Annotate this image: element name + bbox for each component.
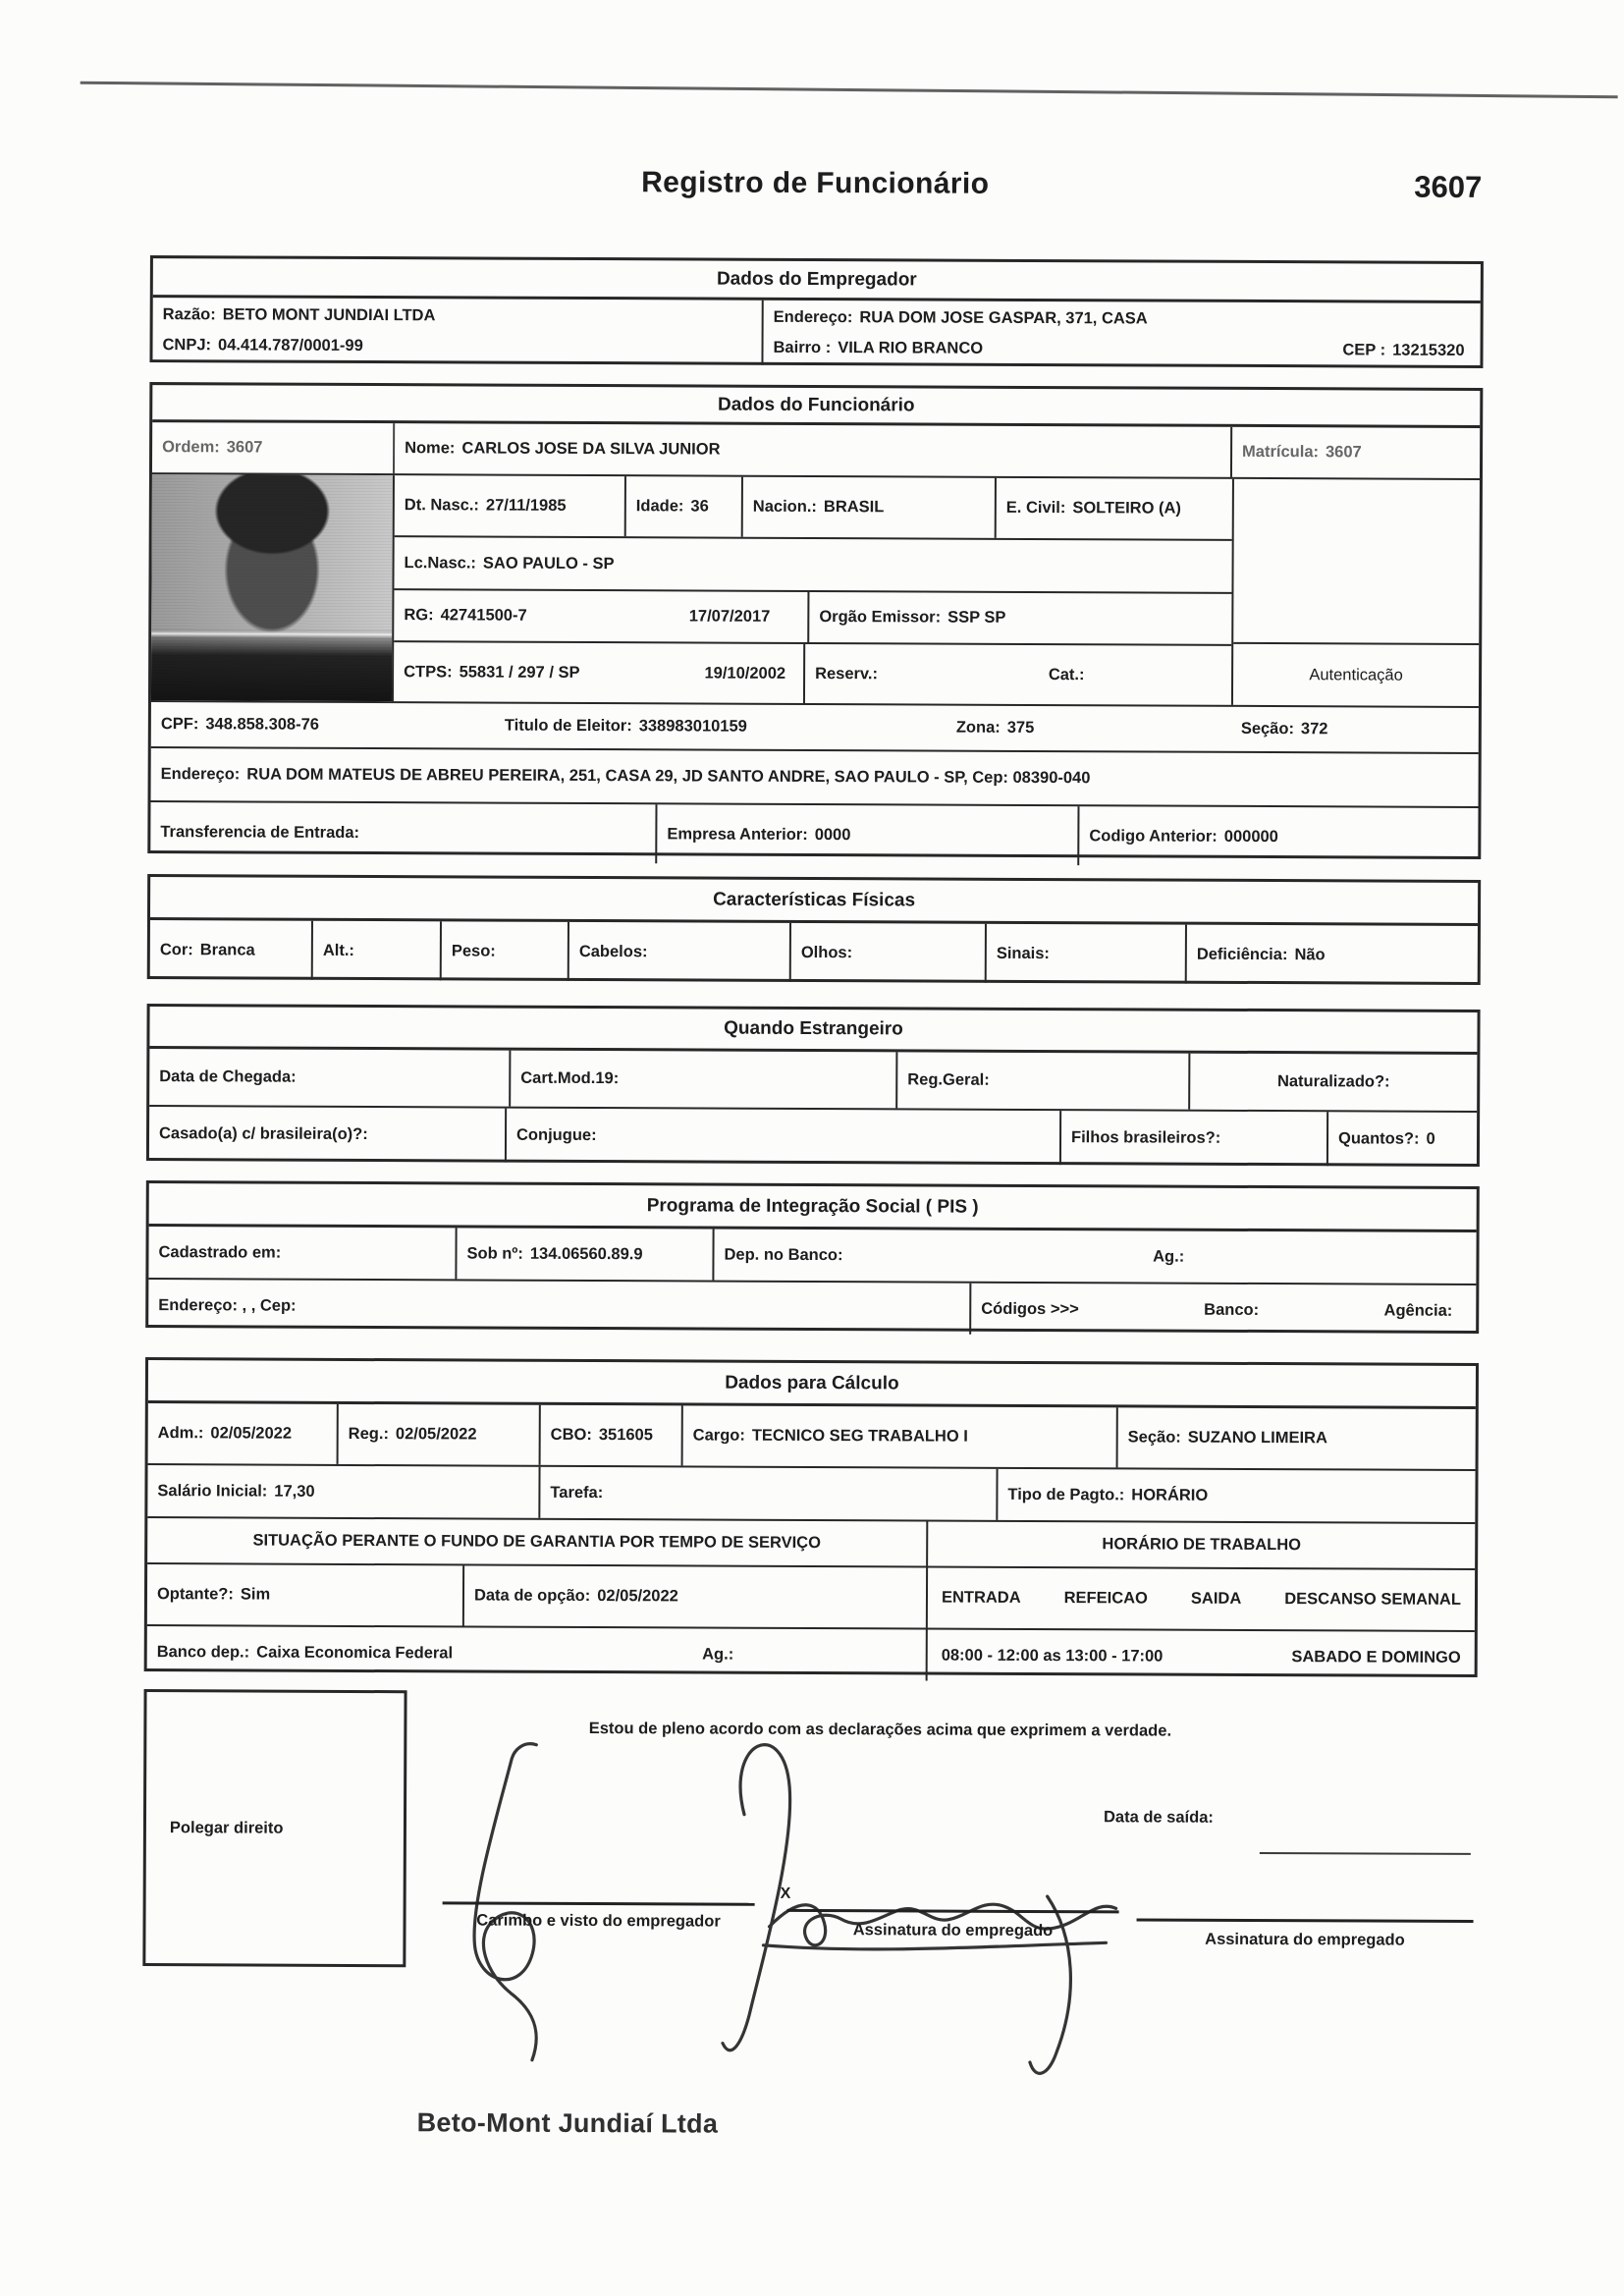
endereco-label: Endereço: — [773, 307, 853, 327]
field-secao-trabalho: Seção: SUZANO LIMEIRA — [1127, 1428, 1327, 1448]
pis-ag-label: Ag.: — [1153, 1247, 1185, 1266]
employee-signature-label-right: Assinatura do empregado — [1205, 1930, 1405, 1949]
x-mark: X — [780, 1885, 791, 1902]
section-empregador-header: Dados do Empregador — [153, 258, 1481, 303]
section-estrangeiro — [146, 1004, 1481, 1167]
col-entrada: ENTRADA — [941, 1588, 1021, 1607]
razao-label: Razão: — [162, 305, 216, 324]
field-codigo-anterior: Codigo Anterior: 000000 — [1089, 826, 1278, 846]
field-data-opcao: Data de opção: 02/05/2022 — [464, 1565, 928, 1627]
handwritten-signatures — [417, 1697, 1205, 2093]
field-cadastrado-em: Cadastrado em: — [148, 1227, 457, 1279]
field-deficiencia: Deficiência: Não — [1196, 945, 1326, 963]
field-ctps: CTPS: 55831 / 297 / SP 19/10/2002 — [394, 642, 805, 703]
field-cabelos: Cabelos: — [569, 922, 791, 982]
field-secao-eleitoral: Seção: 372 — [1240, 719, 1328, 738]
field-quantos: Quantos?: 0 — [1337, 1129, 1435, 1148]
employer-signature-line — [443, 1901, 755, 1905]
field-reg-geral: Reg.Geral: — [897, 1052, 1190, 1109]
reserv-label: Reserv.: — [815, 664, 879, 683]
section-fisicas — [147, 874, 1481, 985]
rg-date: 17/07/2017 — [688, 607, 771, 626]
endereco-value: RUA DOM JOSE GASPAR, 371, CASA — [859, 308, 1148, 328]
autenticacao-column — [1231, 479, 1480, 706]
field-tarefa: Tarefa: — [540, 1467, 998, 1520]
bairro-value: VILA RIO BRANCO — [838, 339, 984, 357]
field-filhos-brasileiros: Filhos brasileiros?: — [1061, 1111, 1328, 1166]
field-casado-brasileira: Casado(a) c/ brasileira(o)?: — [149, 1107, 507, 1163]
field-titulo-eleitor: Titulo de Eleitor: 338983010159 — [504, 716, 747, 736]
section-pis-header: Programa de Integração Social ( PIS ) — [149, 1183, 1477, 1232]
ctps-date: 19/10/2002 — [704, 664, 786, 683]
col-saida: SAIDA — [1190, 1589, 1242, 1608]
employee-signature-line-right — [1137, 1918, 1474, 1922]
field-ordem: Ordem: 3607 — [152, 422, 395, 473]
cnpj-value: 04.414.787/0001-99 — [218, 336, 363, 355]
calc-ag-label: Ag.: — [702, 1645, 734, 1664]
field-reserv-cat — [805, 644, 1231, 705]
field-sinais: Sinais: — [987, 924, 1187, 984]
field-peso: Peso: — [442, 921, 569, 981]
field-endereco-bairro — [763, 301, 1480, 368]
field-endereco-funcionario: Endereço: RUA DOM MATEUS DE ABREU PEREIRA, 251, CASA 29, JD SANTO ANDRE, SAO PAULO - SP, Cep: 08390-040 — [160, 765, 1091, 788]
scan-edge-line — [81, 82, 1618, 98]
field-naturalizado: Naturalizado?: — [1276, 1072, 1390, 1091]
field-cpf: CPF: 348.858.308-76 — [160, 715, 320, 734]
field-alt: Alt.: — [313, 921, 442, 981]
field-sob-no: Sob nº: 134.06560.89.9 — [457, 1228, 714, 1280]
field-cor: Cor: Branca — [150, 920, 313, 980]
field-tipo-pagto: Tipo de Pagto.: HORÁRIO — [1007, 1485, 1209, 1504]
schedule-values-row — [928, 1630, 1475, 1683]
field-zona: Zona: 375 — [955, 718, 1035, 737]
field-salario-inicial: Salário Inicial: 17,30 — [147, 1465, 540, 1518]
field-rg: RG: 42741500-7 17/07/2017 — [394, 590, 809, 642]
thumbprint-label: Polegar direito — [169, 1818, 284, 1837]
field-data-chegada: Data de Chegada: — [149, 1049, 511, 1107]
autenticacao-label: Autenticação — [1233, 642, 1479, 706]
employee-signature-line-center — [787, 1909, 1119, 1913]
cep-label: CEP : — [1342, 341, 1386, 359]
section-empregador — [149, 255, 1483, 368]
employee-signature-stroke-3 — [763, 1941, 1106, 1950]
bairro-label: Bairro : — [773, 338, 832, 357]
section-funcionario — [147, 382, 1483, 859]
field-optante: Optante?: Sim — [147, 1564, 464, 1625]
cnpj-label: CNPJ: — [162, 336, 212, 355]
thumbprint-box — [142, 1689, 406, 1967]
field-codigos-banco-agencia — [971, 1284, 1476, 1337]
section-estrangeiro-header: Quando Estrangeiro — [149, 1007, 1477, 1055]
field-dep-banco: Dep. no Banco: Ag.: — [724, 1245, 1185, 1266]
field-reg: Reg.: 02/05/2022 — [339, 1404, 541, 1465]
col-descanso: DESCANSO SEMANAL — [1284, 1590, 1461, 1609]
company-stamp-text: Beto-Mont Jundiaí Ltda — [416, 2107, 719, 2139]
field-cart-mod: Cart.Mod.19: — [511, 1051, 897, 1109]
field-nacion: Nacion.: BRASIL — [743, 477, 997, 538]
field-banco-dep: Banco dep.: Caixa Economica Federal Ag.: — [147, 1626, 928, 1680]
field-idade: Idade: 36 — [626, 476, 743, 537]
fgts-subheader: SITUAÇÃO PERANTE O FUNDO DE GARANTIA POR TEMPO DE SERVIÇO — [147, 1518, 928, 1565]
section-funcionario-header: Dados do Funcionário — [152, 385, 1480, 428]
field-razao-cnpj — [152, 298, 763, 365]
data-saida-label: Data de saída: — [1103, 1808, 1214, 1827]
field-cbo: CBO: 351605 — [541, 1405, 683, 1466]
field-pis-endereco: Endereço: , , Cep: — [148, 1280, 971, 1335]
field-empresa-anterior: Empresa Anterior: 0000 — [657, 804, 1079, 865]
field-cargo: Cargo: TECNICO SEG TRABALHO I — [683, 1405, 1118, 1467]
form-number: 3607 — [1414, 169, 1483, 204]
field-transferencia: Transferencia de Entrada: — [150, 802, 657, 863]
data-saida-line — [1260, 1852, 1471, 1855]
employee-photo — [151, 474, 395, 701]
field-dt-nasc: Dt. Nasc.: 27/11/1985 — [395, 475, 626, 536]
section-pis — [145, 1180, 1480, 1334]
employee-signature-label-center: Assinatura do empregado — [852, 1921, 1054, 1941]
razao-value: BETO MONT JUNDIAI LTDA — [222, 305, 436, 325]
employer-signature-label: Carimbo e visto do empregador — [476, 1911, 721, 1931]
field-nome: Nome: CARLOS JOSE DA SILVA JUNIOR — [395, 423, 1232, 477]
schedule-header-row — [928, 1568, 1475, 1630]
field-lc-nasc: Lc.Nasc.: SAO PAULO - SP — [404, 553, 615, 573]
horario-subheader: HORÁRIO DE TRABALHO — [1102, 1535, 1302, 1555]
descanso-valor: SABADO E DOMINGO — [1291, 1647, 1461, 1667]
field-olhos: Olhos: — [791, 923, 987, 983]
horario-valor: 08:00 - 12:00 as 13:00 - 17:00 — [941, 1646, 1164, 1666]
field-matricula: Matrícula: 3607 — [1242, 442, 1362, 462]
col-refeicao: REFEICAO — [1063, 1589, 1148, 1608]
section-calculo — [144, 1357, 1479, 1677]
cep-value: 13215320 — [1392, 341, 1465, 359]
section-calculo-header: Dados para Cálculo — [148, 1360, 1476, 1409]
cat-label: Cat.: — [1048, 665, 1085, 683]
agencia-label: Agência: — [1383, 1301, 1453, 1320]
section-fisicas-header: Características Físicas — [150, 877, 1478, 926]
agreement-statement: Estou de pleno acordo com as declarações acima que exprimem a verdade. — [588, 1720, 1172, 1740]
page-title: Registro de Funcionário — [641, 166, 990, 200]
field-orgao-emissor: Orgão Emissor: SSP SP — [819, 608, 1006, 627]
codigos-label: Códigos >>> — [981, 1299, 1079, 1318]
field-adm: Adm.: 02/05/2022 — [148, 1403, 339, 1464]
field-conjugue: Conjugue: — [507, 1109, 1061, 1165]
banco-label: Banco: — [1204, 1300, 1260, 1319]
field-e-civil: E. Civil: SOLTEIRO (A) — [1005, 498, 1181, 518]
